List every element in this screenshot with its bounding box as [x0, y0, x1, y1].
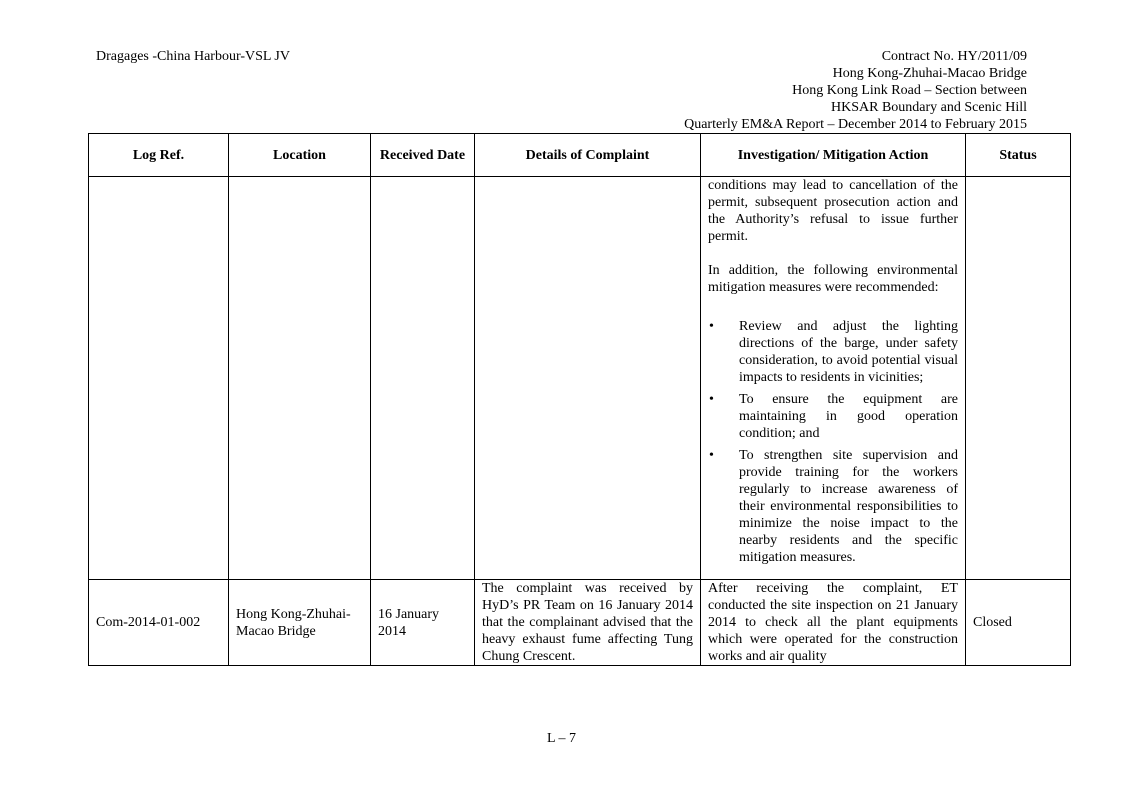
project-name: Hong Kong-Zhuhai-Macao Bridge: [832, 66, 1027, 81]
column-header-details: Details of Complaint: [475, 134, 701, 177]
location-cell: Hong Kong-Zhuhai-Macao Bridge: [229, 580, 371, 666]
log-ref-cell: Com-2014-01-002: [89, 580, 229, 666]
details-cell: [475, 177, 701, 580]
status-cell: Closed: [966, 580, 1071, 666]
column-header-log-ref: Log Ref.: [89, 134, 229, 177]
location-cell: [229, 177, 371, 580]
received-date-cell: 16 January 2014: [371, 580, 475, 666]
table-row: [89, 580, 1071, 666]
column-header-action: Investigation/ Mitigation Action: [701, 134, 966, 177]
action-lead-text: In addition, the following environmental mitigation measures were recommended:: [708, 263, 958, 295]
status-cell: [966, 177, 1071, 580]
action-cell: [701, 177, 966, 580]
list-item: • Review and adjust the lighting directions of the barge, under safety consideration, to avoid potential visual impacts to residents in vicinities;: [708, 318, 958, 386]
column-header-status: Status: [966, 134, 1071, 177]
mitigation-measures-list: [708, 318, 958, 566]
column-header-received-date: Received Date: [371, 134, 475, 177]
project-section-line-2: HKSAR Boundary and Scenic Hill: [831, 100, 1027, 115]
page-number: L – 7: [546, 731, 577, 746]
details-cell: The complaint was received by HyD’s PR Team on 16 January 2014 that the complainant advised that the heavy exhaust fume affecting Tung Chung Crescent.: [475, 580, 701, 666]
column-header-location: Location: [229, 134, 371, 177]
report-header: [684, 48, 1027, 133]
action-cell: After receiving the complaint, ET conducted the site inspection on 21 January 2014 to check all the plant equipments which were operated for the construction works and air quality: [701, 580, 966, 666]
received-date-cell: [371, 177, 475, 580]
project-section-line-1: Hong Kong Link Road – Section between: [792, 83, 1027, 98]
complaint-log-table: [88, 133, 1071, 666]
contract-number: Contract No. HY/2011/09: [881, 49, 1027, 64]
list-item: • To ensure the equipment are maintaining in good operation condition; and: [708, 391, 958, 442]
table-row: [89, 177, 1071, 580]
log-ref-cell: [89, 177, 229, 580]
contractor-name: Dragages -China Harbour-VSL JV: [96, 49, 290, 64]
list-item: • To strengthen site supervision and provide training for the workers regularly to increase awareness of their environmental responsibilities to minimize the noise impact to the nearby residents and the specific mitigation measures.: [708, 447, 958, 566]
action-intro-text: conditions may lead to cancellation of the permit, subsequent prosecution action and the Authority’s refusal to issue further permit.: [708, 178, 958, 244]
table-header-row: [89, 134, 1071, 177]
report-title: Quarterly EM&A Report – December 2014 to February 2015: [684, 117, 1027, 132]
